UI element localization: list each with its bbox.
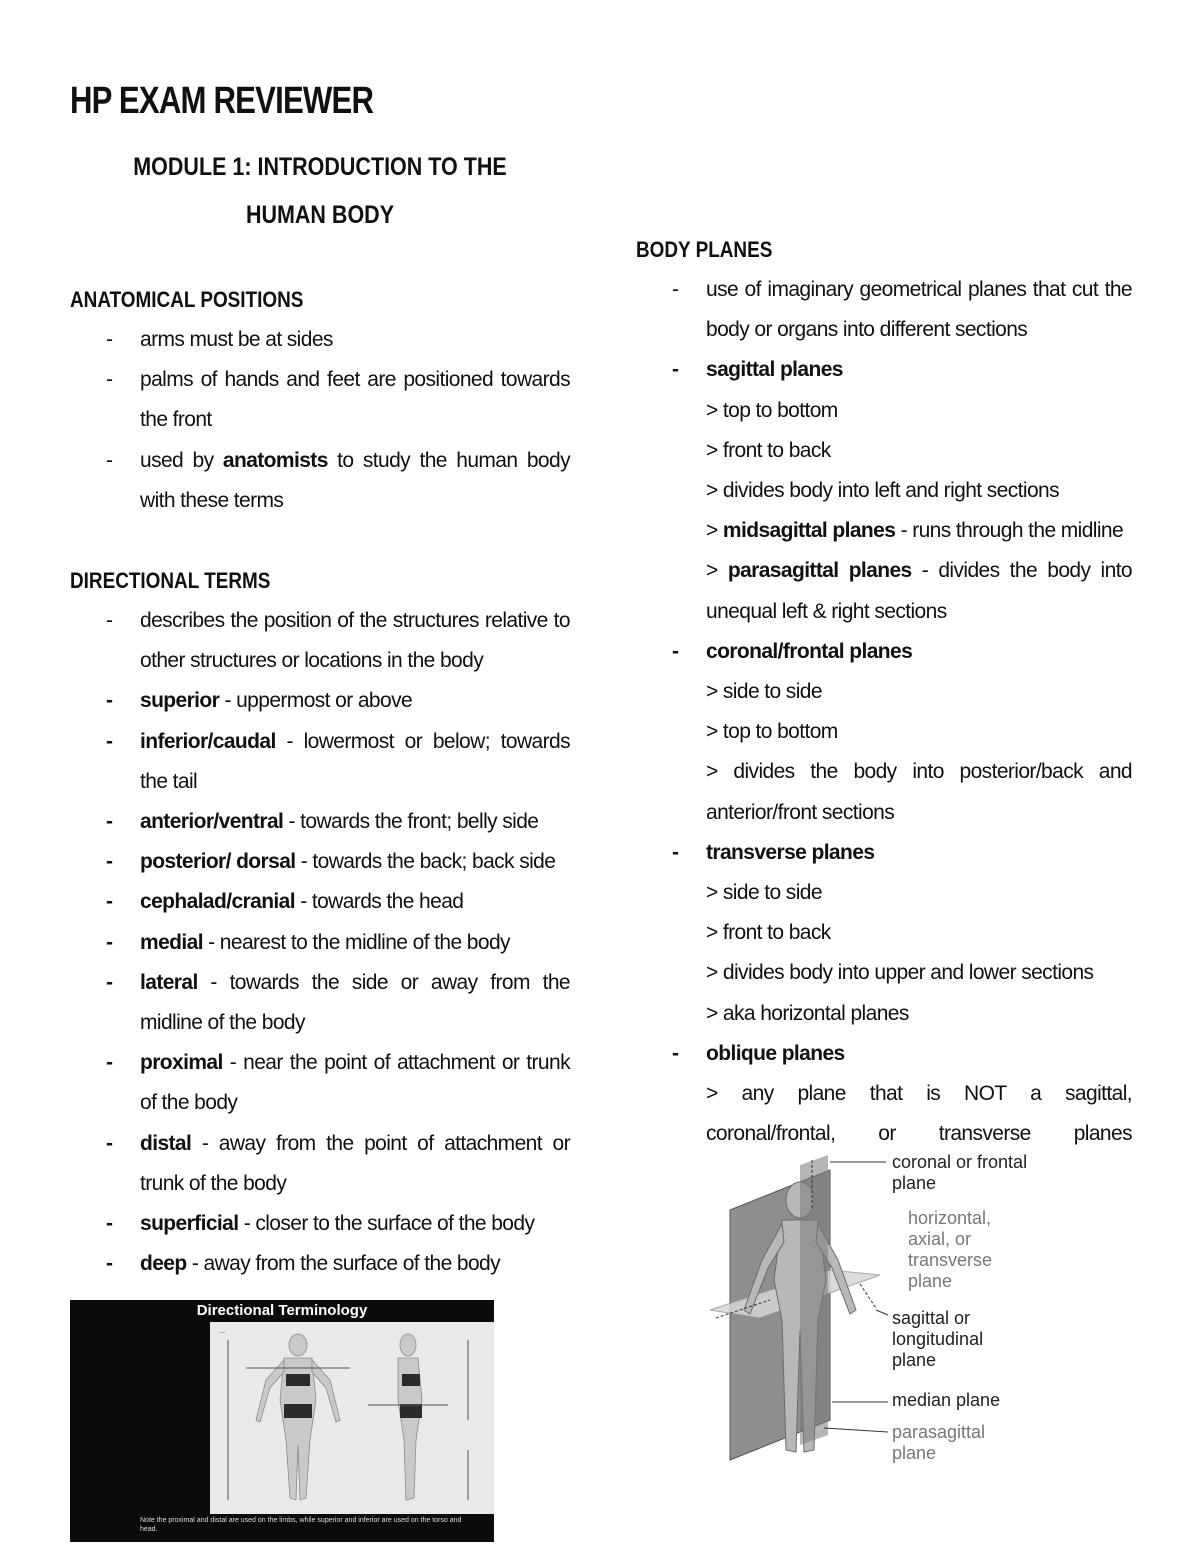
item-desc: - away from the point of attachment or trunk of the body (140, 1131, 570, 1195)
sub-line: > divides the body into posterior/back and anterior/front sections (706, 760, 1132, 824)
item-term: sagittal planes (706, 358, 843, 382)
item-term: superior (140, 689, 220, 713)
list-item (70, 722, 570, 802)
horizontal-plane-label: horizontal, axial, or transverse plane (908, 1208, 993, 1291)
list-item (70, 963, 570, 1043)
item-desc: - towards the front; belly side (283, 810, 539, 834)
dash-bullet: - (106, 810, 113, 834)
list-item (70, 360, 570, 440)
item-term: deep (140, 1252, 187, 1276)
sub-line: > divides body into left and right sections (706, 479, 1060, 503)
dash-bullet: - (106, 689, 113, 713)
parasagittal-plane-label: parasagittal plane (892, 1422, 986, 1463)
directional-terminology-figure (70, 1300, 494, 1542)
item-desc: - uppermost or above (219, 689, 413, 713)
item-text: to study the human body with these terms (140, 448, 570, 512)
list-item (70, 681, 570, 721)
directional-figure-illustration (70, 1300, 494, 1542)
item-term: cephalad/cranial (140, 890, 295, 914)
dash-bullet: - (106, 368, 113, 392)
item-text: describes the position of the structures relative to other structures or locations in the body (140, 609, 570, 673)
item-text: palms of hands and feet are positioned towards the front (140, 368, 570, 432)
item-term: posterior/ dorsal (140, 850, 296, 874)
list-item (70, 1204, 570, 1244)
dash-bullet: - (672, 358, 679, 382)
dash-bullet: - (672, 278, 679, 301)
body-planes-figure (700, 1150, 1030, 1470)
right-column (636, 230, 1132, 1154)
item-text: used by (140, 448, 223, 472)
dash-bullet: - (106, 970, 113, 994)
item-term: inferior/caudal (140, 729, 276, 753)
item-desc: - towards the side or away from the midline of the body (140, 970, 570, 1035)
list-item (70, 1124, 570, 1204)
dash-bullet: - (106, 1131, 113, 1155)
coronal-plane-label: coronal or frontal plane (892, 1152, 1028, 1193)
list-item-coronal (636, 632, 1132, 833)
svg-text:—: — (220, 1330, 225, 1336)
body-planes-heading: BODY PLANES (636, 237, 773, 262)
dash-bullet: - (106, 930, 113, 954)
directional-terms-list (70, 601, 570, 1284)
item-desc: - towards the head (294, 890, 464, 914)
item-term: anterior/ventral (140, 810, 284, 834)
sub-desc: - divides the body into unequal left & right sections (706, 559, 1133, 623)
median-plane-label: median plane (892, 1390, 1001, 1410)
dash-bullet: - (106, 448, 113, 472)
item-term: distal (140, 1131, 192, 1155)
anatomical-positions-heading: ANATOMICAL POSITIONS (70, 287, 304, 312)
dash-bullet: - (106, 850, 113, 874)
item-desc: - lowermost or below; towards the tail (140, 729, 570, 793)
item-desc: - closer to the surface of the body (238, 1212, 535, 1236)
dash-bullet: - (106, 1051, 113, 1075)
list-item (70, 842, 570, 882)
sub-line (706, 511, 1132, 551)
sub-term: parasagittal planes (727, 559, 912, 583)
sub-desc: - runs through the midline (895, 519, 1124, 543)
directional-terms-heading: DIRECTIONAL TERMS (70, 568, 271, 594)
dash-bullet: - (106, 729, 113, 753)
figure-caption: Note the proximal and distal are used on the limbs, while superior and inferior are used on the torso and head. (140, 1517, 462, 1533)
list-item (70, 923, 570, 963)
sub-line: > side to side (706, 881, 822, 905)
item-term: superficial (140, 1212, 239, 1236)
item-term: lateral (140, 970, 198, 994)
item-text: arms must be at sides (140, 328, 333, 351)
sub-term: midsagittal planes (722, 519, 896, 543)
sub-line: > top to bottom (706, 398, 838, 422)
dash-bullet: - (672, 639, 679, 663)
list-item (70, 601, 570, 681)
body-planes-list (636, 270, 1132, 1154)
item-desc: - towards the back; back side (295, 850, 556, 874)
figure-title: Directional Terminology (196, 1302, 368, 1319)
item-term: transverse planes (706, 840, 875, 864)
list-item (636, 270, 1132, 350)
sub-prefix: > (706, 559, 728, 583)
sub-line: > top to bottom (706, 720, 838, 744)
item-desc: - nearest to the midline of the body (202, 930, 510, 954)
sub-line: > any plane that is NOT a sagittal, coronal/frontal, or transverse planes (706, 1082, 1132, 1146)
list-item (70, 1244, 570, 1284)
list-item (70, 1043, 570, 1123)
sub-line: > side to side (706, 680, 822, 704)
sub-line (706, 551, 1132, 631)
dash-bullet: - (106, 328, 113, 351)
item-term: anatomists (222, 448, 328, 472)
item-desc: - away from the surface of the body (186, 1252, 501, 1276)
dash-bullet: - (672, 1041, 679, 1065)
item-term: coronal/frontal planes (706, 639, 913, 663)
dash-bullet: - (106, 890, 113, 914)
sub-line: > aka horizontal planes (706, 1001, 909, 1025)
sagittal-plane-label: sagittal or longitudinal plane (892, 1308, 984, 1370)
sub-line: > divides body into upper and lower sections (706, 961, 1094, 985)
module-title: MODULE 1: INTRODUCTION TO THE HUMAN BODY (133, 153, 507, 229)
dash-bullet: - (106, 609, 113, 633)
list-item-sagittal (636, 350, 1132, 631)
sub-prefix: > (706, 519, 723, 543)
sub-line: > front to back (706, 438, 831, 462)
list-item-oblique (636, 1034, 1132, 1155)
list-item-transverse (636, 833, 1132, 1034)
list-item (70, 882, 570, 922)
document-title: HP EXAM REVIEWER (70, 80, 374, 122)
item-desc: - near the point of attachment or trunk of the body (140, 1051, 570, 1115)
dash-bullet: - (106, 1252, 113, 1276)
list-item (70, 802, 570, 842)
anatomical-positions-list (70, 320, 570, 521)
item-term: oblique planes (706, 1041, 845, 1065)
dash-bullet: - (106, 1212, 113, 1236)
list-item (70, 320, 570, 360)
item-term: proximal (140, 1051, 223, 1075)
list-item (70, 441, 570, 521)
sub-line: > front to back (706, 921, 831, 945)
item-term: medial (140, 930, 203, 954)
dash-bullet: - (672, 840, 679, 864)
left-column (70, 280, 570, 1284)
item-text: use of imaginary geometrical planes that cut the body or organs into different sections (706, 278, 1132, 342)
